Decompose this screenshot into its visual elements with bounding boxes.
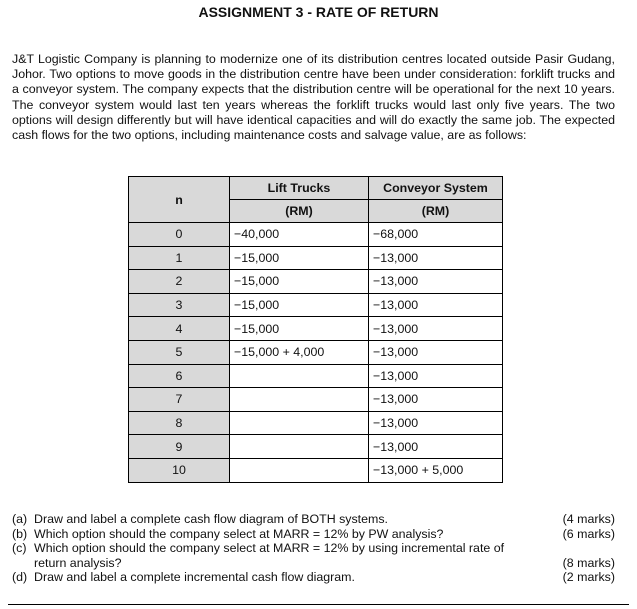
question-b — [12, 527, 615, 542]
question-text: Which option should the company select at MARR = 12% by PW analysis? — [34, 526, 444, 541]
cell-conveyor: −13,000 — [369, 340, 503, 364]
table-header-row — [129, 177, 503, 200]
header-conveyor-unit: (RM) — [369, 200, 503, 223]
cell-n: 8 — [129, 411, 230, 435]
bottom-divider — [8, 604, 629, 605]
cell-lift-trucks: −15,000 — [230, 293, 369, 317]
question-label: (b) — [12, 526, 28, 541]
cell-n: 2 — [129, 270, 230, 294]
cell-conveyor: −13,000 — [369, 411, 503, 435]
cell-conveyor: −68,000 — [369, 223, 503, 247]
table-body — [129, 223, 503, 483]
problem-statement: J&T Logistic Company is planning to modernize one of its distribution centres located outside Pasir Gudang, Johor. Two options to move goods in the distribution centre have been under consideration: forklift trucks and a conveyor system. The company expects that the distribution centre will be operational for the next 10 years. The conveyor system would last ten years whereas the forklift trucks would last only five years. The two options will design differently but will have identical capacities and will do exactly the same job. The expected cash flows for the two options, including maintenance costs and salvage value, are as follows: — [12, 52, 615, 143]
question-a — [12, 512, 615, 527]
table-row — [129, 223, 503, 247]
cell-lift-trucks: −15,000 + 4,000 — [230, 340, 369, 364]
cell-conveyor: −13,000 — [369, 388, 503, 412]
question-marks: (6 marks) — [562, 526, 615, 541]
header-lift-trucks: Lift Trucks — [230, 177, 369, 200]
cell-lift-trucks — [230, 435, 369, 459]
table-row — [129, 270, 503, 294]
question-marks: (2 marks) — [562, 570, 615, 585]
cell-n: 7 — [129, 388, 230, 412]
cell-lift-trucks — [230, 458, 369, 482]
header-n: n — [129, 177, 230, 223]
table-row — [129, 388, 503, 412]
cell-conveyor: −13,000 — [369, 364, 503, 388]
table-row — [129, 340, 503, 364]
table-row — [129, 364, 503, 388]
cell-n: 5 — [129, 340, 230, 364]
cell-n: 6 — [129, 364, 230, 388]
question-label: (c) — [12, 541, 27, 556]
cell-lift-trucks: −15,000 — [230, 270, 369, 294]
cell-conveyor: −13,000 + 5,000 — [369, 458, 503, 482]
question-text: Which option should the company select at MARR = 12% by using incremental rate of return analysis? — [34, 541, 505, 570]
cell-lift-trucks: −15,000 — [230, 317, 369, 341]
cash-flow-table — [128, 176, 503, 483]
cell-conveyor: −13,000 — [369, 317, 503, 341]
question-d — [12, 570, 615, 585]
question-marks: (4 marks) — [562, 512, 615, 526]
table-row — [129, 246, 503, 270]
cell-conveyor: −13,000 — [369, 435, 503, 459]
question-label: (d) — [12, 570, 28, 585]
cell-n: 4 — [129, 317, 230, 341]
table-row — [129, 411, 503, 435]
cell-lift-trucks — [230, 411, 369, 435]
cell-lift-trucks: −40,000 — [230, 223, 369, 247]
cell-lift-trucks — [230, 364, 369, 388]
question-text: Draw and label a complete cash flow diagram of BOTH systems. — [34, 512, 388, 526]
table-row — [129, 293, 503, 317]
question-text: Draw and label a complete incremental cash flow diagram. — [34, 570, 355, 585]
cell-conveyor: −13,000 — [369, 293, 503, 317]
cell-conveyor: −13,000 — [369, 246, 503, 270]
questions-list — [12, 512, 615, 585]
cell-conveyor: −13,000 — [369, 270, 503, 294]
question-label: (a) — [12, 512, 28, 526]
table-row — [129, 458, 503, 482]
page-title: ASSIGNMENT 3 - RATE OF RETURN — [198, 4, 439, 20]
cell-lift-trucks — [230, 388, 369, 412]
cell-n: 0 — [129, 223, 230, 247]
header-conveyor: Conveyor System — [369, 177, 503, 200]
question-c — [12, 541, 615, 570]
cell-n: 10 — [129, 458, 230, 482]
question-marks: (8 marks) — [562, 555, 615, 570]
table-row — [129, 435, 503, 459]
cell-n: 3 — [129, 293, 230, 317]
cell-n: 9 — [129, 435, 230, 459]
cell-n: 1 — [129, 246, 230, 270]
table-row — [129, 317, 503, 341]
cell-lift-trucks: −15,000 — [230, 246, 369, 270]
header-lift-trucks-unit: (RM) — [230, 200, 369, 223]
